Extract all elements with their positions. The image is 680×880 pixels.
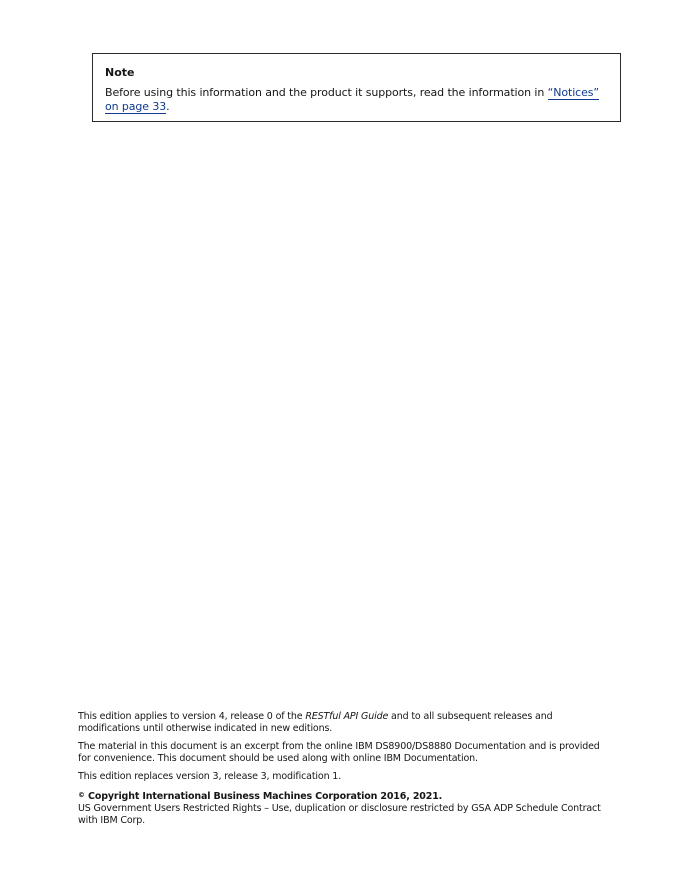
edition-applies — [78, 711, 614, 735]
copyright-symbol: © — [78, 791, 85, 799]
copyright-text: Copyright International Business Machines Corporation 2016, 2021. — [84, 791, 443, 802]
edition-notice — [78, 711, 614, 827]
note-text — [105, 86, 608, 114]
note-text-after: . — [166, 100, 170, 113]
edition-applies-after: and to all subsequent releases and modifications until otherwise indicated in new editions. — [78, 711, 553, 734]
restricted-rights: US Government Users Restricted Rights – Use, duplication or disclosure restricted by GSA ADP Schedule Contract with IBM Corp. — [78, 803, 601, 826]
guide-title: RESTful API Guide — [305, 711, 389, 722]
note-text-before: Before using this information and the product it supports, read the information in — [105, 86, 548, 99]
note-title: Note — [105, 66, 135, 79]
edition-applies-before: This edition applies to version 4, release 0 of the — [78, 711, 306, 722]
note-box — [92, 53, 621, 122]
edition-excerpt: The material in this document is an excerpt from the online IBM DS8900/DS8880 Documentation and is provided for convenience. This document should be used along with online IBM Documentation. — [78, 741, 600, 764]
notices-link[interactable]: “Notices” on page 33 — [105, 86, 599, 113]
edition-replaces: This edition replaces version 3, release 3, modification 1. — [78, 771, 342, 782]
copyright-line — [78, 789, 614, 803]
